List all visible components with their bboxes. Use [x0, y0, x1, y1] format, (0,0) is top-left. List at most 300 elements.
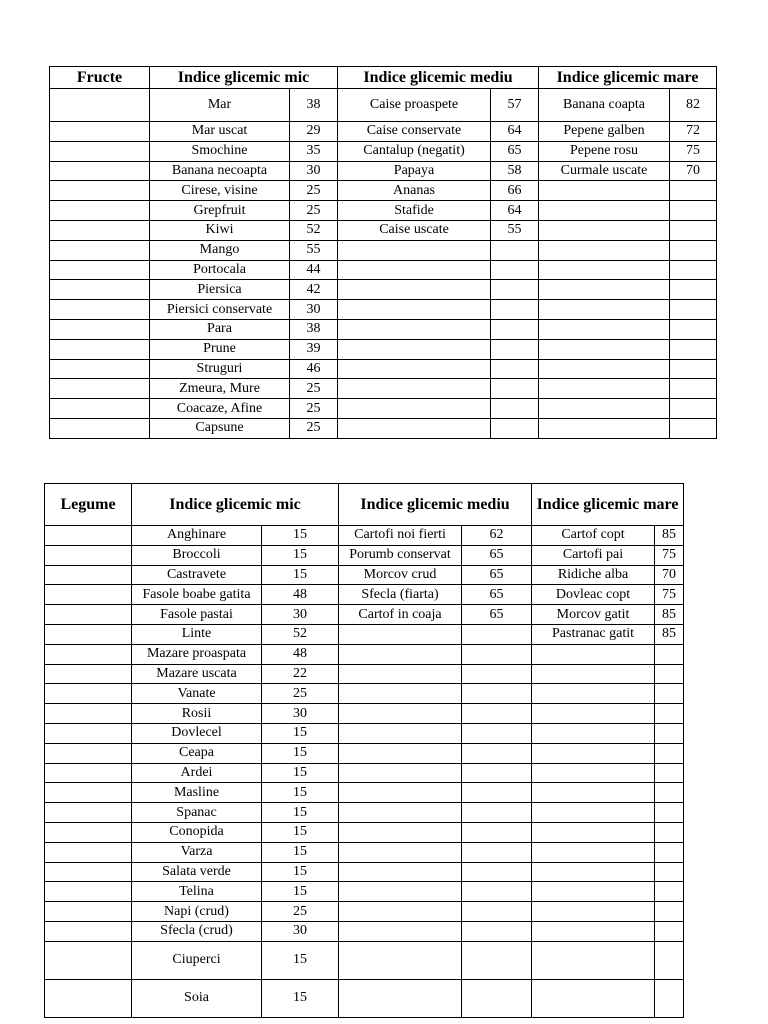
fruits-table-row: [50, 141, 717, 161]
vegetables-high-gi-header: Indice glicemic mare: [532, 484, 684, 526]
vegetables-high-gi-item: [532, 941, 655, 979]
fruits-low-gi-item: Mango: [150, 240, 290, 260]
vegetables-table-row: [45, 921, 684, 941]
vegetables-med-gi-value: [462, 921, 532, 941]
vegetables-low-gi-item: Sfecla (crud): [132, 921, 262, 941]
fruits-table-row: [50, 418, 717, 438]
fruits-high-gi-item: [539, 399, 670, 419]
vegetables-low-gi-value: 15: [262, 882, 339, 902]
vegetables-med-gi-value: [462, 979, 532, 1017]
vegetables-med-gi-item: [339, 743, 462, 763]
vegetables-table-row: [45, 684, 684, 704]
fruits-high-gi-item: Curmale uscate: [539, 161, 670, 181]
vegetables-low-gi-item: Masline: [132, 783, 262, 803]
vegetables-low-gi-value: 15: [262, 743, 339, 763]
vegetables-high-gi-item: [532, 822, 655, 842]
fruits-category-cell: [50, 161, 150, 181]
vegetables-med-gi-item: [339, 902, 462, 922]
vegetables-header-row: [45, 484, 684, 526]
vegetables-table-row: [45, 842, 684, 862]
vegetables-high-gi-value: [655, 882, 684, 902]
fruits-high-gi-value: [670, 319, 717, 339]
vegetables-med-gi-item: [339, 941, 462, 979]
vegetables-low-gi-value: 15: [262, 979, 339, 1017]
fruits-med-gi-value: 57: [491, 89, 539, 122]
vegetables-low-gi-value: 48: [262, 585, 339, 605]
fruits-low-gi-item: Coacaze, Afine: [150, 399, 290, 419]
fruits-low-gi-value: 39: [290, 339, 338, 359]
vegetables-table-row: [45, 723, 684, 743]
fruits-med-gi-value: [491, 280, 539, 300]
fruits-low-gi-value: 46: [290, 359, 338, 379]
vegetables-med-gi-value: [462, 664, 532, 684]
vegetables-low-gi-value: 30: [262, 704, 339, 724]
vegetables-low-gi-item: Ciuperci: [132, 941, 262, 979]
vegetables-high-gi-value: [655, 842, 684, 862]
fruits-med-gi-value: 58: [491, 161, 539, 181]
fruits-high-gi-value: [670, 359, 717, 379]
vegetables-table-row: [45, 822, 684, 842]
fruits-category-cell: [50, 240, 150, 260]
fruits-low-gi-value: 38: [290, 319, 338, 339]
vegetables-high-gi-value: [655, 822, 684, 842]
fruits-low-gi-item: Piersici conservate: [150, 300, 290, 320]
vegetables-table-row: [45, 902, 684, 922]
fruits-high-gi-item: [539, 300, 670, 320]
fruits-low-gi-header: Indice glicemic mic: [150, 67, 338, 89]
vegetables-category-cell: [45, 803, 132, 823]
vegetables-low-gi-value: 25: [262, 902, 339, 922]
vegetables-low-gi-value: 15: [262, 545, 339, 565]
vegetables-category-cell: [45, 684, 132, 704]
vegetables-low-gi-value: 48: [262, 644, 339, 664]
fruits-med-gi-item: Ananas: [338, 181, 491, 201]
vegetables-high-gi-item: [532, 979, 655, 1017]
vegetables-med-gi-value: [462, 862, 532, 882]
vegetables-high-gi-value: [655, 862, 684, 882]
fruits-med-gi-item: [338, 359, 491, 379]
vegetables-table-row: [45, 664, 684, 684]
vegetables-table-row: [45, 605, 684, 625]
vegetables-category-cell: [45, 704, 132, 724]
vegetables-med-gi-item: [339, 684, 462, 704]
vegetables-table-row: [45, 783, 684, 803]
vegetables-table-row: [45, 526, 684, 546]
vegetables-low-gi-item: Ceapa: [132, 743, 262, 763]
vegetables-low-gi-item: Broccoli: [132, 545, 262, 565]
fruits-high-gi-item: [539, 201, 670, 221]
fruits-high-gi-value: [670, 339, 717, 359]
vegetables-high-gi-item: [532, 803, 655, 823]
fruits-table-row: [50, 300, 717, 320]
fruits-low-gi-item: Capsune: [150, 418, 290, 438]
fruits-med-gi-item: [338, 379, 491, 399]
vegetables-low-gi-value: 15: [262, 783, 339, 803]
fruits-med-gi-value: 64: [491, 122, 539, 142]
vegetables-low-gi-item: Castravete: [132, 565, 262, 585]
fruits-med-gi-value: [491, 379, 539, 399]
vegetables-med-gi-value: [462, 842, 532, 862]
vegetables-high-gi-item: [532, 902, 655, 922]
vegetables-high-gi-item: [532, 882, 655, 902]
fruits-table-row: [50, 89, 717, 122]
vegetables-high-gi-value: [655, 783, 684, 803]
vegetables-table-row: [45, 882, 684, 902]
fruits-med-gi-value: [491, 418, 539, 438]
vegetables-table-row: [45, 545, 684, 565]
vegetables-high-gi-value: [655, 921, 684, 941]
vegetables-low-gi-value: 15: [262, 941, 339, 979]
fruits-low-gi-item: Banana necoapta: [150, 161, 290, 181]
fruits-header-row: [50, 67, 717, 89]
vegetables-category-cell: [45, 902, 132, 922]
vegetables-high-gi-item: [532, 684, 655, 704]
fruits-glycemic-table: [49, 66, 717, 439]
fruits-med-gi-value: [491, 240, 539, 260]
vegetables-med-gi-item: Morcov crud: [339, 565, 462, 585]
vegetables-low-gi-item: Napi (crud): [132, 902, 262, 922]
vegetables-high-gi-value: [655, 684, 684, 704]
fruits-category-cell: [50, 220, 150, 240]
vegetables-high-gi-item: [532, 842, 655, 862]
fruits-med-gi-item: Papaya: [338, 161, 491, 181]
vegetables-high-gi-value: [655, 763, 684, 783]
fruits-high-gi-value: [670, 220, 717, 240]
fruits-high-gi-item: Pepene galben: [539, 122, 670, 142]
fruits-table-row: [50, 280, 717, 300]
vegetables-category-cell: [45, 624, 132, 644]
vegetables-med-gi-item: [339, 723, 462, 743]
vegetables-med-gi-item: [339, 921, 462, 941]
vegetables-med-gi-value: 65: [462, 565, 532, 585]
vegetables-table-row: [45, 585, 684, 605]
fruits-low-gi-item: Prune: [150, 339, 290, 359]
vegetables-low-gi-item: Salata verde: [132, 862, 262, 882]
vegetables-table-row: [45, 941, 684, 979]
vegetables-high-gi-value: [655, 979, 684, 1017]
fruits-table-row: [50, 181, 717, 201]
vegetables-low-gi-value: 15: [262, 763, 339, 783]
fruits-high-gi-item: [539, 418, 670, 438]
vegetables-med-gi-value: [462, 822, 532, 842]
fruits-high-gi-item: [539, 220, 670, 240]
vegetables-low-gi-item: Spanac: [132, 803, 262, 823]
fruits-low-gi-item: Struguri: [150, 359, 290, 379]
vegetables-high-gi-item: [532, 644, 655, 664]
fruits-low-gi-item: Piersica: [150, 280, 290, 300]
fruits-category-cell: [50, 339, 150, 359]
fruits-high-gi-item: [539, 181, 670, 201]
vegetables-med-gi-item: Cartof in coaja: [339, 605, 462, 625]
vegetables-table-row: [45, 624, 684, 644]
fruits-high-gi-header: Indice glicemic mare: [539, 67, 717, 89]
vegetables-low-gi-item: Fasole boabe gatita: [132, 585, 262, 605]
fruits-med-gi-item: Stafide: [338, 201, 491, 221]
fruits-low-gi-item: Kiwi: [150, 220, 290, 240]
vegetables-high-gi-value: [655, 723, 684, 743]
vegetables-category-cell: [45, 822, 132, 842]
fruits-high-gi-value: 82: [670, 89, 717, 122]
fruits-high-gi-item: Pepene rosu: [539, 141, 670, 161]
fruits-high-gi-value: [670, 240, 717, 260]
fruits-table-row: [50, 220, 717, 240]
vegetables-category-cell: [45, 862, 132, 882]
vegetables-med-gi-item: [339, 822, 462, 842]
vegetables-low-gi-item: Conopida: [132, 822, 262, 842]
vegetables-category-cell: [45, 526, 132, 546]
fruits-low-gi-item: Smochine: [150, 141, 290, 161]
vegetables-low-gi-header: Indice glicemic mic: [132, 484, 339, 526]
vegetables-category-cell: [45, 605, 132, 625]
vegetables-high-gi-item: [532, 723, 655, 743]
vegetables-low-gi-value: 22: [262, 664, 339, 684]
vegetables-low-gi-value: 30: [262, 921, 339, 941]
vegetables-low-gi-item: Vanate: [132, 684, 262, 704]
vegetables-low-gi-item: Dovlecel: [132, 723, 262, 743]
vegetables-category-cell: [45, 644, 132, 664]
fruits-high-gi-value: [670, 399, 717, 419]
vegetables-low-gi-item: Mazare uscata: [132, 664, 262, 684]
fruits-low-gi-value: 25: [290, 418, 338, 438]
fruits-high-gi-item: Banana coapta: [539, 89, 670, 122]
vegetables-high-gi-item: [532, 763, 655, 783]
fruits-high-gi-value: [670, 280, 717, 300]
vegetables-med-gi-item: [339, 803, 462, 823]
vegetables-med-gi-value: [462, 882, 532, 902]
vegetables-high-gi-item: [532, 664, 655, 684]
vegetables-low-gi-value: 15: [262, 862, 339, 882]
vegetables-high-gi-value: [655, 803, 684, 823]
fruits-med-gi-value: 66: [491, 181, 539, 201]
fruits-med-gi-item: [338, 240, 491, 260]
fruits-table-row: [50, 399, 717, 419]
fruits-low-gi-item: Mar: [150, 89, 290, 122]
vegetables-low-gi-item: Linte: [132, 624, 262, 644]
fruits-low-gi-value: 30: [290, 300, 338, 320]
fruits-table-row: [50, 319, 717, 339]
vegetables-low-gi-item: Telina: [132, 882, 262, 902]
fruits-med-gi-value: [491, 399, 539, 419]
fruits-category-cell: [50, 319, 150, 339]
fruits-low-gi-value: 52: [290, 220, 338, 240]
vegetables-med-gi-value: [462, 624, 532, 644]
fruits-table-row: [50, 161, 717, 181]
vegetables-low-gi-value: 30: [262, 605, 339, 625]
fruits-low-gi-value: 25: [290, 201, 338, 221]
vegetables-high-gi-value: 85: [655, 526, 684, 546]
vegetables-med-gi-value: [462, 704, 532, 724]
fruits-high-gi-item: [539, 359, 670, 379]
vegetables-med-gi-value: 62: [462, 526, 532, 546]
vegetables-med-gi-value: [462, 941, 532, 979]
vegetables-med-gi-item: [339, 624, 462, 644]
vegetables-low-gi-item: Mazare proaspata: [132, 644, 262, 664]
fruits-category-cell: [50, 280, 150, 300]
fruits-high-gi-value: [670, 300, 717, 320]
vegetables-category-cell: [45, 921, 132, 941]
fruits-med-gi-value: [491, 359, 539, 379]
fruits-category-header: Fructe: [50, 67, 150, 89]
fruits-high-gi-value: 72: [670, 122, 717, 142]
fruits-low-gi-value: 25: [290, 379, 338, 399]
fruits-med-gi-item: [338, 319, 491, 339]
vegetables-med-gi-item: [339, 979, 462, 1017]
vegetables-table-row: [45, 862, 684, 882]
fruits-low-gi-value: 30: [290, 161, 338, 181]
fruits-med-gi-value: 55: [491, 220, 539, 240]
vegetables-high-gi-value: 70: [655, 565, 684, 585]
fruits-med-gi-item: [338, 399, 491, 419]
vegetables-high-gi-item: [532, 743, 655, 763]
fruits-high-gi-value: [670, 181, 717, 201]
fruits-high-gi-value: 70: [670, 161, 717, 181]
vegetables-table-row: [45, 565, 684, 585]
fruits-category-cell: [50, 181, 150, 201]
vegetables-category-cell: [45, 545, 132, 565]
fruits-low-gi-value: 44: [290, 260, 338, 280]
vegetables-category-cell: [45, 783, 132, 803]
fruits-category-cell: [50, 379, 150, 399]
vegetables-table-row: [45, 704, 684, 724]
vegetables-high-gi-value: 75: [655, 545, 684, 565]
vegetables-category-cell: [45, 664, 132, 684]
vegetables-high-gi-item: [532, 704, 655, 724]
fruits-high-gi-item: [539, 379, 670, 399]
vegetables-med-gi-value: [462, 902, 532, 922]
vegetables-med-gi-value: [462, 743, 532, 763]
vegetables-high-gi-value: [655, 704, 684, 724]
fruits-category-cell: [50, 359, 150, 379]
fruits-table-row: [50, 201, 717, 221]
fruits-low-gi-item: Para: [150, 319, 290, 339]
fruits-med-gi-value: [491, 260, 539, 280]
fruits-med-gi-value: [491, 300, 539, 320]
vegetables-low-gi-value: 15: [262, 822, 339, 842]
vegetables-category-cell: [45, 723, 132, 743]
fruits-high-gi-value: [670, 418, 717, 438]
fruits-med-gi-item: [338, 339, 491, 359]
fruits-med-gi-item: Caise conservate: [338, 122, 491, 142]
vegetables-med-gi-item: Porumb conservat: [339, 545, 462, 565]
fruits-table-row: [50, 260, 717, 280]
fruits-med-gi-value: [491, 339, 539, 359]
fruits-low-gi-item: Zmeura, Mure: [150, 379, 290, 399]
vegetables-category-header: Legume: [45, 484, 132, 526]
vegetables-med-gi-item: [339, 704, 462, 724]
fruits-med-gi-item: Caise proaspete: [338, 89, 491, 122]
fruits-high-gi-item: [539, 260, 670, 280]
vegetables-category-cell: [45, 585, 132, 605]
fruits-high-gi-value: 75: [670, 141, 717, 161]
vegetables-low-gi-value: 15: [262, 842, 339, 862]
vegetables-low-gi-value: 15: [262, 803, 339, 823]
vegetables-med-gi-value: [462, 644, 532, 664]
vegetables-med-gi-item: Cartofi noi fierti: [339, 526, 462, 546]
vegetables-category-cell: [45, 743, 132, 763]
fruits-low-gi-item: Cirese, visine: [150, 181, 290, 201]
vegetables-high-gi-item: Morcov gatit: [532, 605, 655, 625]
fruits-low-gi-value: 38: [290, 89, 338, 122]
vegetables-med-gi-item: [339, 882, 462, 902]
fruits-category-cell: [50, 201, 150, 221]
vegetables-low-gi-value: 15: [262, 565, 339, 585]
fruits-table-body: [50, 89, 717, 439]
fruits-high-gi-item: [539, 240, 670, 260]
vegetables-low-gi-item: Rosii: [132, 704, 262, 724]
vegetables-med-gi-item: [339, 842, 462, 862]
fruits-low-gi-value: 25: [290, 181, 338, 201]
fruits-high-gi-value: [670, 201, 717, 221]
fruits-low-gi-value: 55: [290, 240, 338, 260]
vegetables-low-gi-value: 15: [262, 723, 339, 743]
vegetables-low-gi-value: 15: [262, 526, 339, 546]
fruits-table-row: [50, 359, 717, 379]
vegetables-med-gi-value: [462, 684, 532, 704]
fruits-med-gi-item: [338, 260, 491, 280]
vegetables-high-gi-item: Dovleac copt: [532, 585, 655, 605]
vegetables-low-gi-item: Fasole pastai: [132, 605, 262, 625]
vegetables-category-cell: [45, 763, 132, 783]
vegetables-high-gi-item: [532, 862, 655, 882]
vegetables-low-gi-item: Varza: [132, 842, 262, 862]
vegetables-med-gi-item: Sfecla (fiarta): [339, 585, 462, 605]
vegetables-table-row: [45, 743, 684, 763]
vegetables-high-gi-item: [532, 783, 655, 803]
vegetables-glycemic-table: [44, 483, 684, 1018]
vegetables-category-cell: [45, 979, 132, 1017]
vegetables-high-gi-item: Cartofi pai: [532, 545, 655, 565]
vegetables-low-gi-item: Anghinare: [132, 526, 262, 546]
fruits-low-gi-value: 42: [290, 280, 338, 300]
fruits-high-gi-item: [539, 280, 670, 300]
vegetables-med-gi-value: [462, 763, 532, 783]
vegetables-high-gi-item: Pastranac gatit: [532, 624, 655, 644]
fruits-table-row: [50, 379, 717, 399]
vegetables-category-cell: [45, 882, 132, 902]
fruits-table-row: [50, 122, 717, 142]
fruits-table-row: [50, 339, 717, 359]
fruits-low-gi-item: Portocala: [150, 260, 290, 280]
fruits-low-gi-value: 29: [290, 122, 338, 142]
fruits-high-gi-value: [670, 379, 717, 399]
vegetables-med-gi-value: 65: [462, 545, 532, 565]
vegetables-med-gi-item: [339, 763, 462, 783]
vegetables-table-row: [45, 979, 684, 1017]
vegetables-low-gi-item: Soia: [132, 979, 262, 1017]
fruits-low-gi-value: 35: [290, 141, 338, 161]
fruits-category-cell: [50, 260, 150, 280]
vegetables-high-gi-value: 85: [655, 624, 684, 644]
vegetables-table-row: [45, 644, 684, 664]
fruits-high-gi-value: [670, 260, 717, 280]
vegetables-high-gi-value: [655, 664, 684, 684]
fruits-high-gi-item: [539, 319, 670, 339]
vegetables-table-row: [45, 763, 684, 783]
fruits-low-gi-value: 25: [290, 399, 338, 419]
fruits-category-cell: [50, 89, 150, 122]
vegetables-table-body: [45, 526, 684, 1018]
vegetables-high-gi-value: 85: [655, 605, 684, 625]
fruits-table-row: [50, 240, 717, 260]
vegetables-med-gi-value: [462, 783, 532, 803]
vegetables-med-gi-item: [339, 783, 462, 803]
fruits-medium-gi-header: Indice glicemic mediu: [338, 67, 539, 89]
vegetables-med-gi-value: 65: [462, 585, 532, 605]
vegetables-med-gi-value: [462, 803, 532, 823]
fruits-med-gi-item: [338, 418, 491, 438]
fruits-med-gi-item: [338, 300, 491, 320]
fruits-med-gi-item: Cantalup (negatit): [338, 141, 491, 161]
